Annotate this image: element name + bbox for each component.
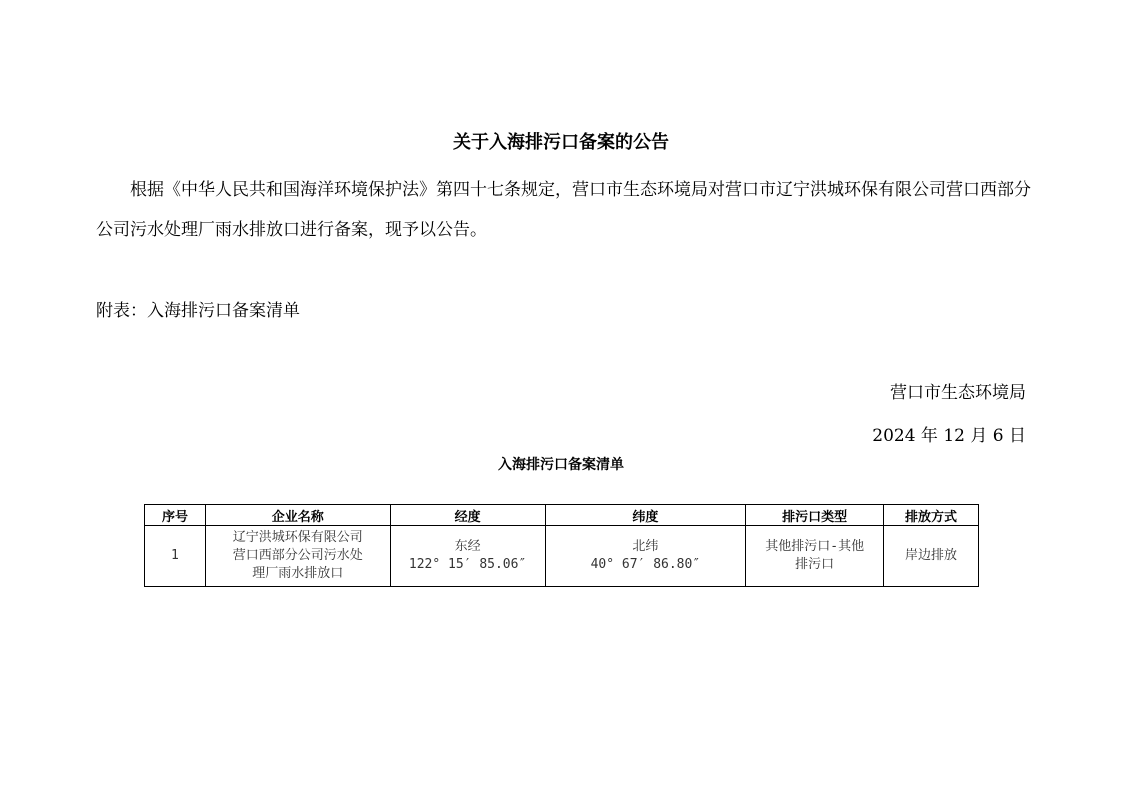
outlet-type-line-1: 其他排污口-其他 — [765, 539, 865, 554]
header-latitude: 纬度 — [545, 505, 746, 526]
cell-longitude — [390, 526, 545, 587]
issuer-name: 营口市生态环境局 — [890, 383, 1026, 403]
attachment-note: 附表：入海排污口备案清单 — [96, 301, 300, 321]
company-line-3: 理厂雨水排放口 — [252, 566, 344, 581]
company-line-2: 营口西部分公司污水处 — [232, 548, 363, 563]
outlet-type-line-2: 排污口 — [795, 557, 835, 572]
header-longitude: 经度 — [390, 505, 545, 526]
cell-company — [205, 526, 390, 587]
issue-date: 2024 年 12 月 6 日 — [872, 426, 1026, 446]
longitude-label: 东经 — [454, 539, 481, 554]
table-header-row — [145, 505, 979, 526]
company-line-1: 辽宁洪城环保有限公司 — [232, 530, 363, 545]
header-outlet-type: 排污口类型 — [746, 505, 884, 526]
table-row — [145, 526, 979, 587]
longitude-value: 122° 15′ 85.06″ — [408, 557, 527, 572]
header-index: 序号 — [145, 505, 206, 526]
cell-latitude — [545, 526, 746, 587]
cell-outlet-type — [746, 526, 884, 587]
table-caption: 入海排污口备案清单 — [498, 457, 624, 473]
header-discharge-method: 排放方式 — [884, 505, 979, 526]
announcement-paragraph: 根据《中华人民共和国海洋环境保护法》第四十七条规定，营口市生态环境局对营口市辽宁洪城环保有限公司营口西部分公司污水处理厂雨水排放口进行备案，现予以公告。 — [96, 180, 1031, 240]
cell-discharge-method: 岸边排放 — [884, 526, 979, 587]
header-company: 企业名称 — [205, 505, 390, 526]
cell-index: 1 — [145, 526, 206, 587]
latitude-label: 北纬 — [632, 539, 659, 554]
latitude-value: 40° 67′ 86.80″ — [590, 557, 701, 572]
page-title: 关于入海排污口备案的公告 — [453, 132, 669, 153]
filing-table — [144, 504, 979, 587]
